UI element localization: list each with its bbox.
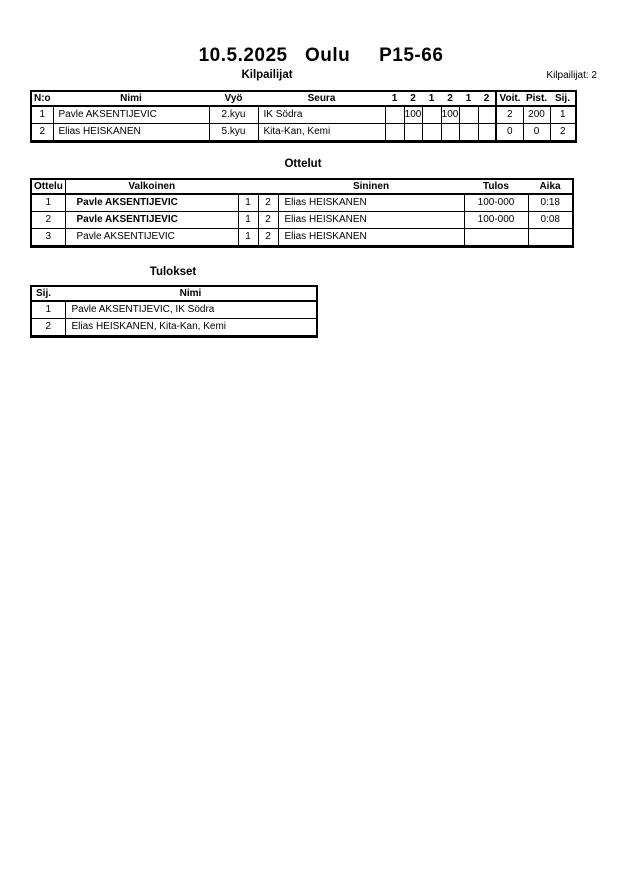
col-header-pist: Pist.	[523, 91, 550, 106]
white-player-cell: Pavle AKSENTIJEVIC	[65, 212, 238, 229]
matches-table	[30, 178, 574, 248]
club-cell: Kita-Kan, Kemi	[258, 124, 385, 142]
score-cell	[459, 106, 478, 124]
score-cell	[459, 124, 478, 142]
col-header-round6: 2	[478, 91, 496, 106]
place-cell: 1	[550, 106, 576, 124]
score-cell	[478, 124, 496, 142]
table-row	[31, 319, 317, 337]
no-cell: 1	[31, 106, 53, 124]
score-cell	[478, 106, 496, 124]
col-header-sininen: Sininen	[278, 179, 464, 194]
table-row	[31, 106, 576, 124]
corner-1-cell: 1	[238, 212, 258, 229]
col-header-voit: Voit.	[496, 91, 523, 106]
table-header-row	[31, 179, 573, 194]
result-cell: 100-000	[464, 194, 528, 212]
score-cell	[422, 124, 441, 142]
match-number-cell: 2	[31, 212, 65, 229]
blue-player-cell: Elias HEISKANEN	[278, 212, 464, 229]
col-header-blank	[238, 179, 258, 194]
col-header-vyo: Vyö	[209, 91, 258, 106]
table-header-row	[31, 286, 317, 301]
col-header-nimi: Nimi	[53, 91, 209, 106]
results-table	[30, 285, 318, 338]
table-row	[31, 194, 573, 212]
competitors-table	[30, 90, 577, 143]
belt-cell: 5.kyu	[209, 124, 258, 142]
belt-cell: 2.kyu	[209, 106, 258, 124]
corner-1-cell: 1	[238, 194, 258, 212]
result-cell	[464, 229, 528, 247]
col-header-round1: 1	[385, 91, 404, 106]
club-cell: IK Södra	[258, 106, 385, 124]
match-number-cell: 3	[31, 229, 65, 247]
score-cell	[422, 106, 441, 124]
white-player-cell: Pavle AKSENTIJEVIC	[65, 229, 238, 247]
col-header-tulos: Tulos	[464, 179, 528, 194]
col-header-round4: 2	[441, 91, 459, 106]
score-cell	[441, 124, 459, 142]
col-header-seura: Seura	[258, 91, 385, 106]
table-row	[31, 124, 576, 142]
score-cell: 100	[404, 106, 422, 124]
blue-player-cell: Elias HEISKANEN	[278, 229, 464, 247]
score-cell	[404, 124, 422, 142]
score-cell	[385, 124, 404, 142]
table-row	[31, 301, 317, 319]
points-cell: 0	[523, 124, 550, 142]
score-cell: 100	[441, 106, 459, 124]
col-header-ottelu: Ottelu	[31, 179, 65, 194]
result-cell: 100-000	[464, 212, 528, 229]
table-row	[31, 229, 573, 247]
blue-player-cell: Elias HEISKANEN	[278, 194, 464, 212]
table-row	[31, 212, 573, 229]
time-cell: 0:08	[528, 212, 573, 229]
tulokset-heading: Tulokset	[149, 266, 197, 278]
place-cell: 2	[31, 319, 65, 337]
place-cell: 2	[550, 124, 576, 142]
kilpailijat-heading: Kilpailijat	[241, 69, 293, 81]
corner-2-cell: 2	[258, 194, 278, 212]
corner-2-cell: 2	[258, 229, 278, 247]
competitors-count: Kilpailijat: 2	[546, 70, 597, 81]
table-header-row	[31, 91, 576, 106]
time-cell	[528, 229, 573, 247]
time-cell: 0:18	[528, 194, 573, 212]
page-title: 10.5.2025 Oulu P15-66	[198, 45, 444, 66]
col-header-round2: 2	[404, 91, 422, 106]
col-header-valkoinen: Valkoinen	[65, 179, 238, 194]
col-header-nimi: Nimi	[65, 286, 317, 301]
name-cell: Pavle AKSENTIJEVIC, IK Södra	[65, 301, 317, 319]
corner-1-cell: 1	[238, 229, 258, 247]
place-cell: 1	[31, 301, 65, 319]
match-number-cell: 1	[31, 194, 65, 212]
col-header-blank	[258, 179, 278, 194]
name-cell: Elias HEISKANEN	[53, 124, 209, 142]
col-header-aika: Aika	[528, 179, 573, 194]
name-cell: Pavle AKSENTIJEVIC	[53, 106, 209, 124]
score-cell	[385, 106, 404, 124]
name-cell: Elias HEISKANEN, Kita-Kan, Kemi	[65, 319, 317, 337]
col-header-round3: 1	[422, 91, 441, 106]
col-header-no: N:o	[31, 91, 53, 106]
wins-cell: 0	[496, 124, 523, 142]
points-cell: 200	[523, 106, 550, 124]
white-player-cell: Pavle AKSENTIJEVIC	[65, 194, 238, 212]
no-cell: 2	[31, 124, 53, 142]
col-header-sij: Sij.	[550, 91, 576, 106]
col-header-sij: Sij.	[31, 286, 65, 301]
corner-2-cell: 2	[258, 212, 278, 229]
wins-cell: 2	[496, 106, 523, 124]
ottelut-heading: Ottelut	[284, 158, 322, 170]
col-header-round5: 1	[459, 91, 478, 106]
